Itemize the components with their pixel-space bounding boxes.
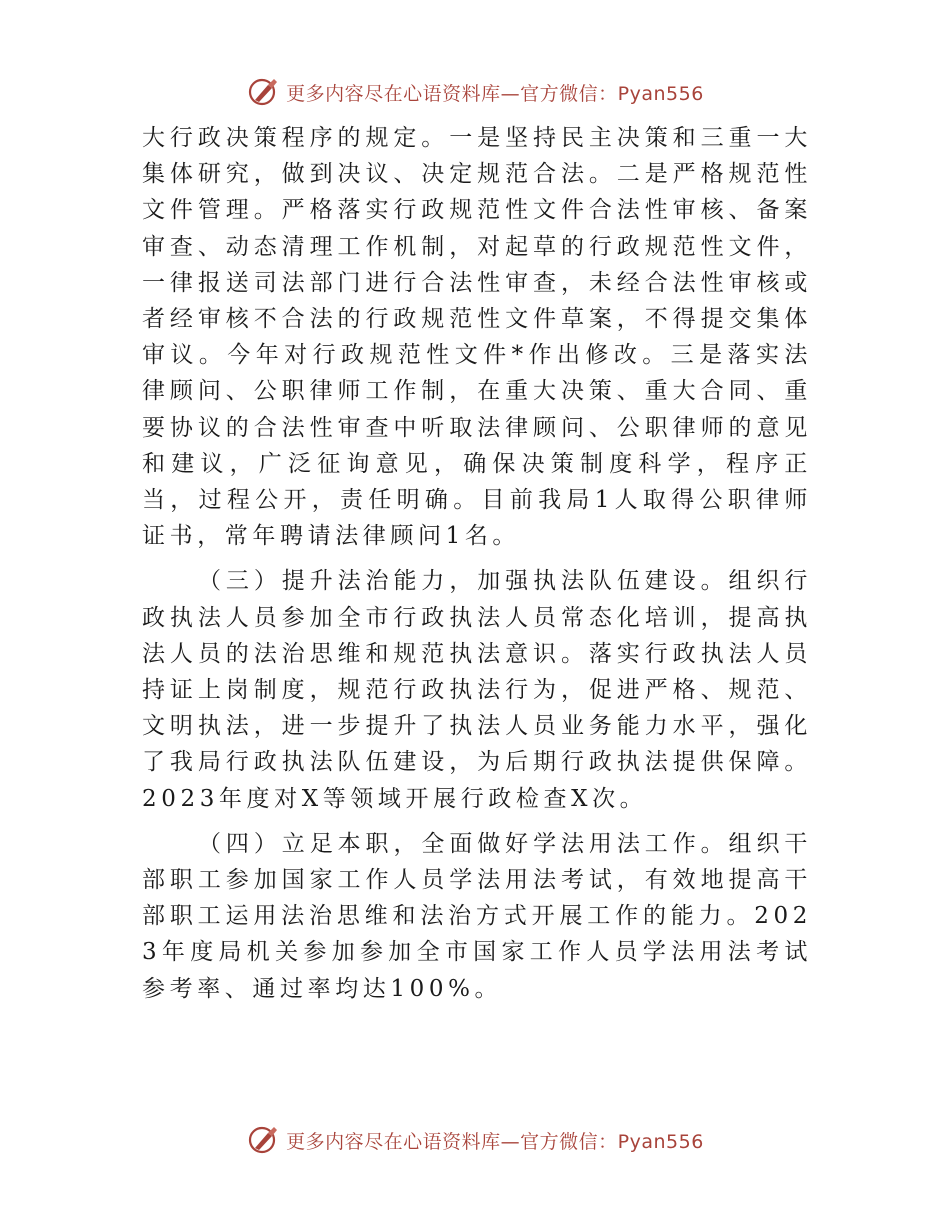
- pen-logo-icon: [246, 1123, 280, 1157]
- paragraph-section-4: （四）立足本职，全面做好学法用法工作。组织干部职工参加国家工作人员学法用法考试，有效地提高干部职工运用法治思维和法治方式开展工作的能力。2023年度局机关参加参加全市国家工作人员学法用法考试参考率、通过率均达100%。: [142, 830, 812, 1002]
- footer-watermark: [0, 1120, 950, 1160]
- header-watermark: [0, 72, 950, 112]
- paragraph-section-3: （三）提升法治能力，加强执法队伍建设。组织行政执法人员参加全市行政执法人员常态化培训，提高执法人员的法治思维和规范执法意识。落实行政执法人员持证上岗制度，规范行政执法行为，促进严格、规范、文明执法，进一步提升了执法人员业务能力水平，强化了我局行政执法队伍建设，为后期行政执法提供保障。2023年度对X等领域开展行政检查X次。: [142, 568, 812, 812]
- document-body: [142, 120, 812, 1007]
- pen-logo-icon: [246, 75, 280, 109]
- watermark-text: 更多内容尽在心语资料库—官方微信：Pyan556: [286, 1130, 704, 1153]
- paragraph-continued: 大行政决策程序的规定。一是坚持民主决策和三重一大集体研究，做到决议、决定规范合法。二是严格规范性文件管理。严格落实行政规范性文件合法性审核、备案审查、动态清理工作机制，对起草的行政规范性文件，一律报送司法部门进行合法性审查，未经合法性审核或者经审核不合法的行政规范性文件草案，不得提交集体审议。今年对行政规范性文件*作出修改。三是落实法律顾问、公职律师工作制，在重大决策、重大合同、重要协议的合法性审查中听取法律顾问、公职律师的意见和建议，广泛征询意见，确保决策制度科学，程序正当，过程公开，责任明确。目前我局1人取得公职律师证书，常年聘请法律顾问1名。: [142, 125, 812, 550]
- watermark-text: 更多内容尽在心语资料库—官方微信：Pyan556: [286, 82, 704, 105]
